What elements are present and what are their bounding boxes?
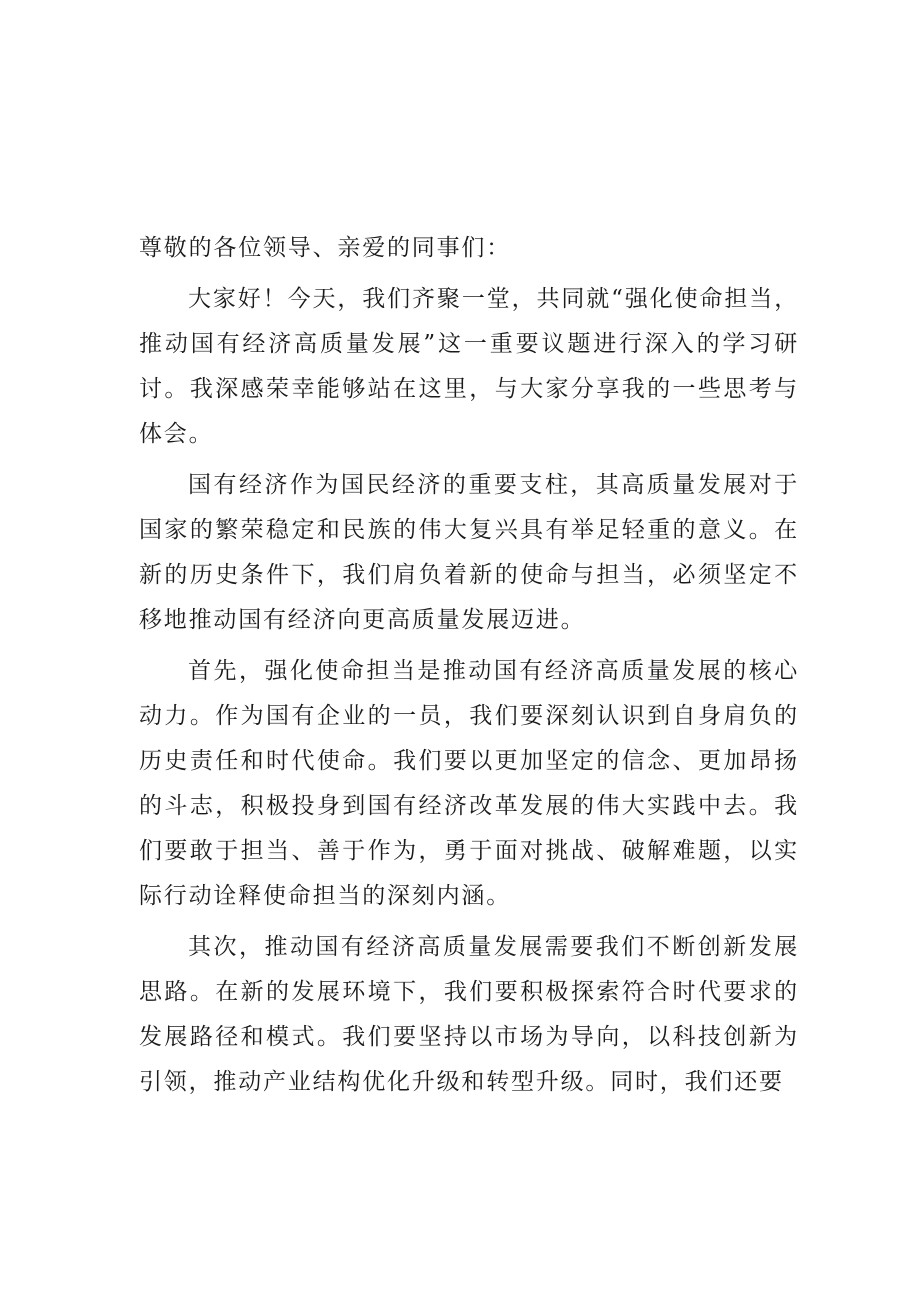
salutation: 尊敬的各位领导、亲爱的同事们：	[139, 235, 511, 261]
paragraph-second-point: 其次，推动国有经济高质量发展需要我们不断创新发展思路。在新的发展环境下，我们要积极探索符合时代要求的发展路径和模式。我们要坚持以市场为导向，以科技创新为引领，推动产业结构优化升级和转型升级。同时，我们还要	[139, 934, 799, 1095]
paragraph-greeting: 大家好！今天，我们齐聚一堂，共同就“强化使命担当，推动国有经济高质量发展”这一重要议题进行深入的学习研讨。我深感荣幸能够站在这里，与大家分享我的一些思考与体会。	[139, 286, 799, 447]
paragraph-importance: 国有经济作为国民经济的重要支柱，其高质量发展对于国家的繁荣稳定和民族的伟大复兴具有举足轻重的意义。在新的历史条件下，我们肩负着新的使命与担当，必须坚定不移地推动国有经济向更高质量发展迈进。	[139, 472, 799, 633]
document-body	[139, 226, 799, 1105]
paragraph-first-point: 首先，强化使命担当是推动国有经济高质量发展的核心动力。作为国有企业的一员，我们要深刻认识到自身肩负的历史责任和时代使命。我们要以更加坚定的信念、更加昂扬的斗志，积极投身到国有经济改革发展的伟大实践中去。我们要敢于担当、善于作为，勇于面对挑战、破解难题，以实际行动诠释使命担当的深刻内涵。	[139, 658, 799, 909]
